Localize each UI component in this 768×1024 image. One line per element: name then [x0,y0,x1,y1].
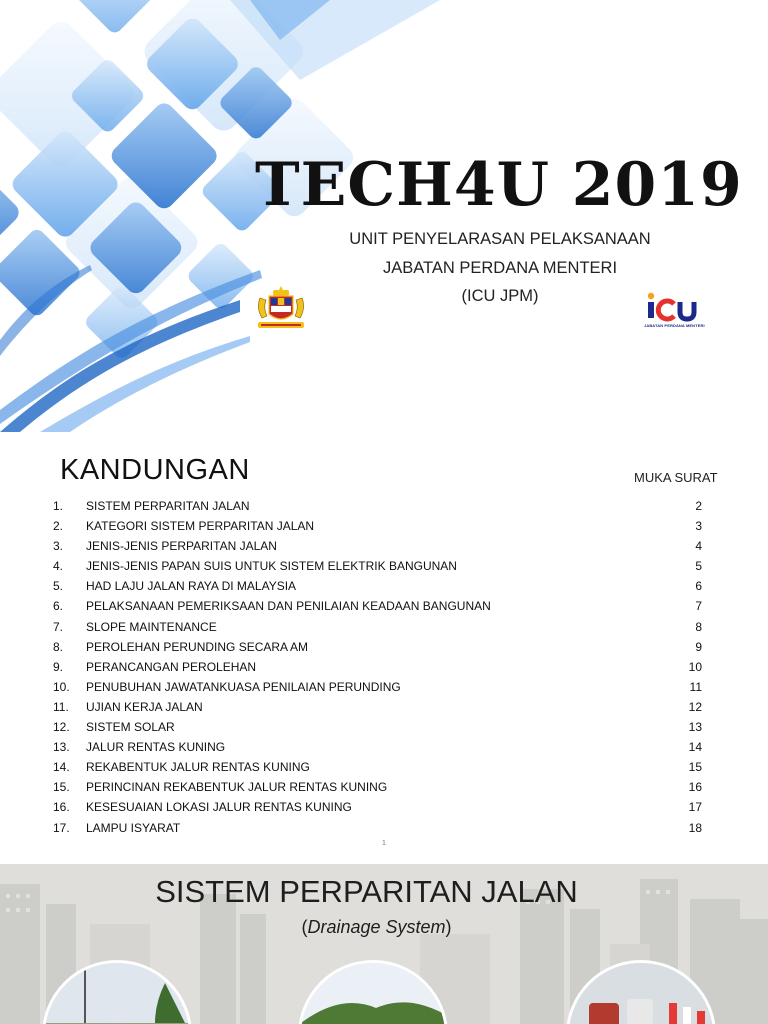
contents-item-page: 8 [695,619,702,634]
contents-item [0,697,768,717]
contents-item [0,596,768,616]
contents-item-label: JENIS-JENIS PERPARITAN JALAN [86,539,277,554]
contents-item [0,556,768,576]
contents-item-page: 5 [695,559,702,574]
contents-item-label: PELAKSANAAN PEMERIKSAAN DAN PENILAIAN KEADAAN BANGUNAN [86,599,491,614]
cover-title: TECH4U 2019 [255,150,743,220]
contents-item-number: 14. [53,760,70,775]
page-column-header: MUKA SURAT [634,470,718,485]
contents-list [0,496,768,838]
contents-item-label: SISTEM PERPARITAN JALAN [86,499,250,513]
contents-item [0,496,768,516]
icu-logo-icon [644,292,700,322]
contents-item [0,777,768,797]
contents-item-number: 9. [53,659,64,674]
contents-item [0,657,768,677]
contents-slide [0,432,768,864]
contents-item-page: 6 [695,579,702,594]
contents-item [0,576,768,596]
contents-item-page: 17 [688,800,702,815]
contents-item [0,677,768,697]
contents-item-label: JENIS-JENIS PAPAN SUIS UNTUK SISTEM ELEKTRIK BANGUNAN [86,559,457,574]
subtitle-text: Drainage System [307,917,446,937]
contents-item-page: 10 [688,659,702,674]
cover-subtitle-line-3: (ICU JPM) [461,287,539,305]
cover-slide [0,0,768,432]
slide-number: 1 [382,840,386,847]
contents-item-number: 5. [53,579,64,594]
contents-item-page: 15 [688,760,702,775]
contents-item-label: PENUBUHAN JAWATANKUASA PENILAIAN PERUNDING [86,679,401,694]
contents-item [0,637,768,657]
contents-item-page: 14 [688,740,702,755]
contents-item-number: 17. [53,820,70,835]
contents-item-number: 7. [53,619,64,634]
malaysia-coat-of-arms-icon [252,286,310,332]
contents-item-number: 15. [53,780,70,795]
contents-item-label: KATEGORI SISTEM PERPARITAN JALAN [86,519,315,534]
icu-jpm-logo [644,292,705,332]
icu-logo-caption: JABATAN PERDANA MENTERI [644,323,705,328]
contents-item-number: 12. [53,720,70,735]
cover-subtitle-line-1: UNIT PENYELARASAN PELAKSANAAN [349,230,651,248]
subtitle-close-paren: ) [445,917,452,937]
contents-item-number: 4. [53,559,64,574]
contents-item-label: JALUR RENTAS KUNING [86,740,226,755]
contents-item-page: 13 [688,720,702,735]
contents-item-page: 2 [695,499,702,513]
contents-item-page: 3 [695,519,702,534]
contents-item-label: PEROLEHAN PERUNDING SECARA AM [86,639,309,654]
contents-item-label: KESESUAIAN LOKASI JALUR RENTAS KUNING [86,800,352,815]
contents-item-page: 12 [688,699,702,714]
contents-item-page: 9 [695,639,702,654]
contents-item-number: 16. [53,800,70,815]
contents-item-number: 2. [53,519,64,534]
contents-item-label: SLOPE MAINTENANCE [86,619,217,634]
contents-title: KANDUNGAN [60,454,250,486]
contents-item-number: 6. [53,599,64,614]
contents-item-page: 18 [688,820,702,835]
contents-item-number: 11. [53,699,69,714]
contents-item [0,617,768,637]
contents-item-number: 8. [53,639,64,654]
contents-item-label: PERANCANGAN PEROLEHAN [86,659,257,674]
drainage-title: SISTEM PERPARITAN JALAN [155,874,578,909]
contents-item-label: UJIAN KERJA JALAN [86,699,203,714]
contents-item-label: REKABENTUK JALUR RENTAS KUNING [86,760,310,775]
contents-item [0,818,768,838]
contents-item [0,717,768,737]
contents-item [0,797,768,817]
contents-item-number: 3. [53,539,64,554]
contents-item [0,737,768,757]
drainage-subtitle [0,917,753,938]
contents-item [0,536,768,556]
subtitle-open-paren: ( [301,917,308,937]
contents-item-label: SISTEM SOLAR [86,720,175,735]
contents-item-page: 11 [689,679,702,694]
contents-item-label: HAD LAJU JALAN RAYA DI MALAYSIA [86,579,297,594]
contents-item [0,757,768,777]
contents-item-number: 10. [53,679,70,694]
contents-item-page: 4 [695,539,702,554]
contents-item-number: 1. [53,499,64,513]
contents-item-label: LAMPU ISYARAT [86,820,181,835]
cover-subtitle-line-2: JABATAN PERDANA MENTERI [382,259,618,277]
contents-item-page: 7 [695,599,702,614]
contents-item-number: 13. [53,740,70,755]
contents-item [0,516,768,536]
contents-item-page: 16 [688,780,702,795]
drainage-slide [0,864,768,1024]
contents-item-label: PERINCINAN REKABENTUK JALUR RENTAS KUNING [86,780,388,795]
